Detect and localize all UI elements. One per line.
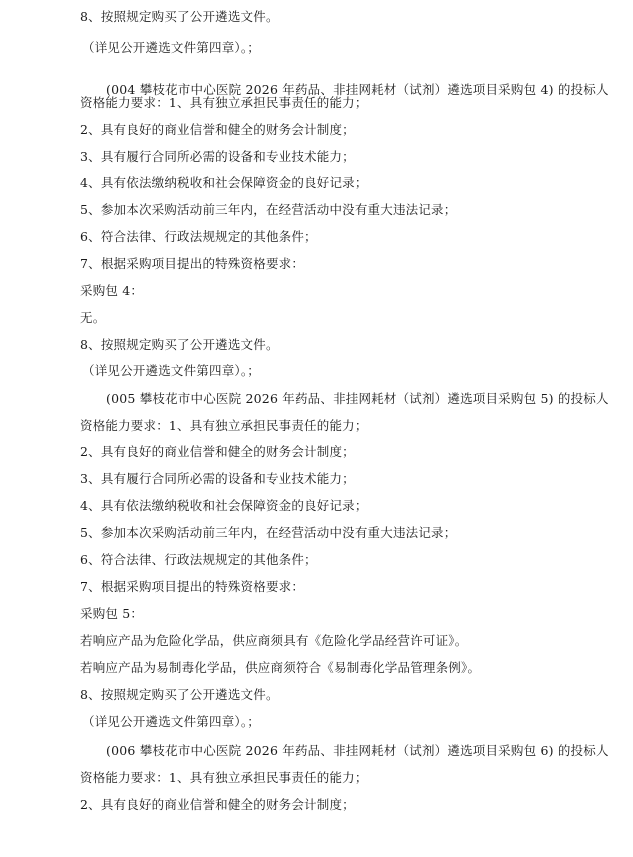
text-line: （详见公开遴选文件第四章）。； bbox=[82, 714, 261, 729]
text-line: 2、具有良好的商业信誉和健全的财务会计制度； bbox=[80, 797, 355, 812]
text-line: 4、具有依法缴纳税收和社会保障资金的良好记录； bbox=[80, 498, 368, 513]
text-line: 7、根据采购项目提出的特殊资格要求： bbox=[80, 579, 305, 594]
text-line: 8、按照规定购买了公开遴选文件。 bbox=[80, 337, 279, 352]
text-line: 无。 bbox=[80, 310, 106, 325]
text-line: 5、参加本次采购活动前三年内，在经营活动中没有重大违法记录； bbox=[80, 525, 457, 540]
text-line: 采购包 4： bbox=[80, 283, 144, 298]
text-line: 采购包 5： bbox=[80, 606, 144, 621]
text-line: (004 攀枝花市中心医院 2026 年药品、非挂网耗材（试剂）遴选项目采购包 4) 的投标人 bbox=[106, 82, 609, 97]
text-line: (006 攀枝花市中心医院 2026 年药品、非挂网耗材（试剂）遴选项目采购包 6) 的投标人 bbox=[106, 743, 609, 758]
text-line: 6、符合法律、行政法规规定的其他条件； bbox=[80, 552, 317, 567]
text-line: （详见公开遴选文件第四章）。； bbox=[82, 363, 261, 378]
text-line: 若响应产品为易制毒化学品，供应商须符合《易制毒化学品管理条例》。 bbox=[80, 660, 481, 675]
text-line: 3、具有履行合同所必需的设备和专业技术能力； bbox=[80, 149, 355, 164]
text-line: （详见公开遴选文件第四章）。； bbox=[82, 40, 261, 55]
text-line: 7、根据采购项目提出的特殊资格要求： bbox=[80, 256, 305, 271]
text-line: 4、具有依法缴纳税收和社会保障资金的良好记录； bbox=[80, 175, 368, 190]
text-line: 6、符合法律、行政法规规定的其他条件； bbox=[80, 229, 317, 244]
text-line: 3、具有履行合同所必需的设备和专业技术能力； bbox=[80, 471, 355, 486]
text-line: 资格能力要求：1、具有独立承担民事责任的能力； bbox=[80, 95, 368, 110]
text-line: 若响应产品为危险化学品，供应商须具有《危险化学品经营许可证》。 bbox=[80, 633, 468, 648]
text-line: 2、具有良好的商业信誉和健全的财务会计制度； bbox=[80, 444, 355, 459]
text-line: 8、按照规定购买了公开遴选文件。 bbox=[80, 687, 279, 702]
text-line: (005 攀枝花市中心医院 2026 年药品、非挂网耗材（试剂）遴选项目采购包 5) 的投标人 bbox=[106, 391, 609, 406]
text-line: 8、按照规定购买了公开遴选文件。 bbox=[80, 9, 279, 24]
text-line: 资格能力要求：1、具有独立承担民事责任的能力； bbox=[80, 418, 368, 433]
text-line: 资格能力要求：1、具有独立承担民事责任的能力； bbox=[80, 770, 368, 785]
text-line: 5、参加本次采购活动前三年内，在经营活动中没有重大违法记录； bbox=[80, 202, 457, 217]
text-line: 2、具有良好的商业信誉和健全的财务会计制度； bbox=[80, 122, 355, 137]
